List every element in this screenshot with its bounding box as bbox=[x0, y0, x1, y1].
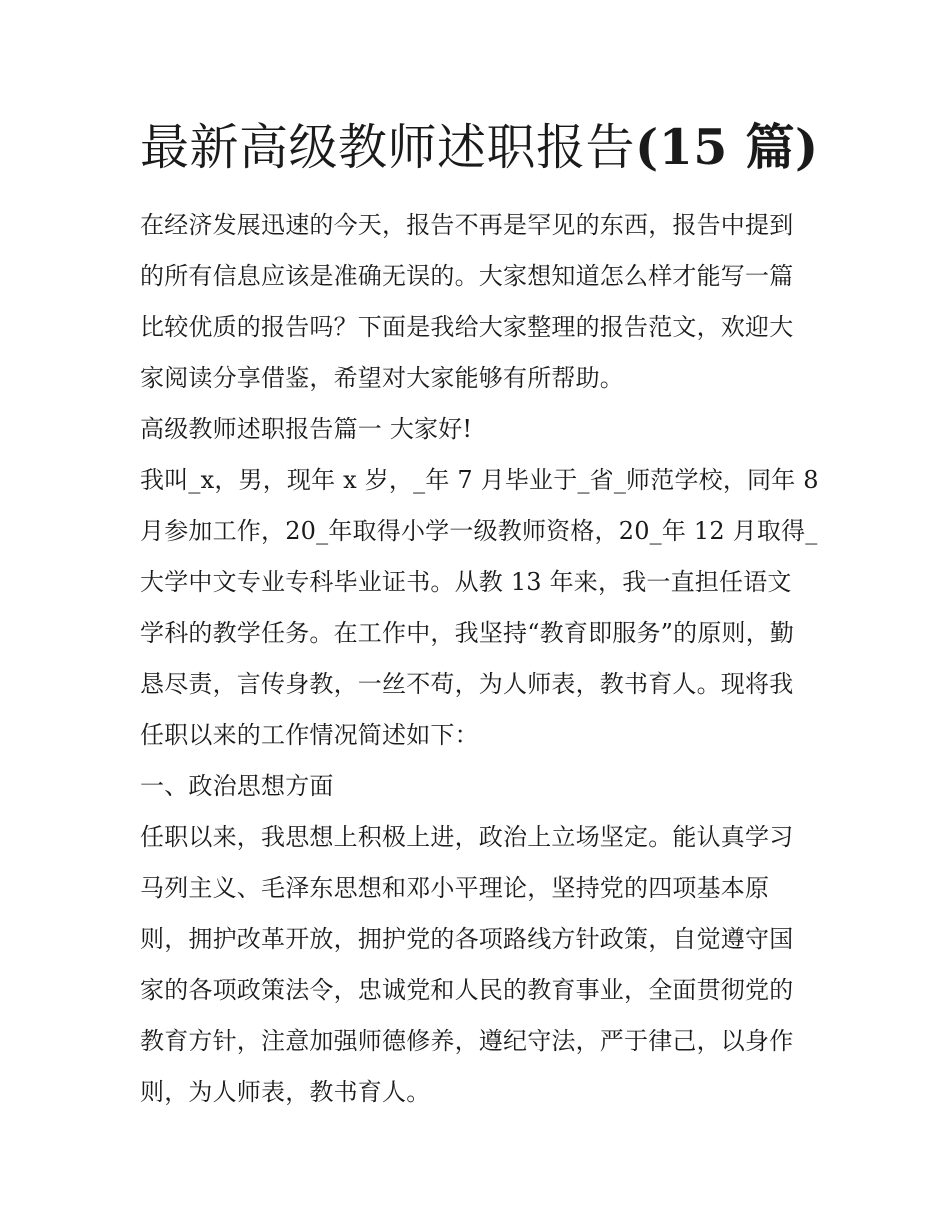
paragraph-line: 则，为人师表，教书育人。 bbox=[140, 1078, 431, 1106]
document-content bbox=[140, 114, 819, 1118]
paragraph-line: 我叫_x，男，现年 x 岁，_年 7 月毕业于_省_师范学校，同年 8 bbox=[140, 466, 819, 494]
paragraph-line: 任职以来，我思想上积极上进，政治上立场坚定。能认真学习 bbox=[140, 823, 794, 851]
paragraph-line: 比较优质的报告吗？下面是我给大家整理的报告范文，欢迎大 bbox=[140, 313, 794, 341]
paragraph-line: 恳尽责，言传身教，一丝不苟，为人师表，教书育人。现将我 bbox=[140, 670, 794, 698]
section-heading: 高级教师述职报告篇一 大家好! bbox=[140, 415, 473, 443]
section-heading: 一、政治思想方面 bbox=[140, 772, 334, 800]
paragraph-line: 学科的教学任务。在工作中，我坚持“教育即服务”的原则，勤 bbox=[140, 619, 795, 647]
paragraph-line: 家的各项政策法令，忠诚党和人民的教育事业，全面贯彻党的 bbox=[140, 976, 794, 1004]
paragraph-line: 月参加工作，20_年取得小学一级教师资格，20_年 12 月取得_ bbox=[140, 517, 818, 545]
paragraph-line: 任职以来的工作情况简述如下： bbox=[140, 721, 479, 749]
paragraph-line: 家阅读分享借鉴，希望对大家能够有所帮助。 bbox=[140, 364, 624, 392]
title-suffix: (15 篇) bbox=[635, 118, 819, 176]
paragraph-line: 在经济发展迅速的今天，报告不再是罕见的东西，报告中提到 bbox=[140, 211, 794, 239]
paragraph-line: 马列主义、毛泽东思想和邓小平理论，坚持党的四项基本原 bbox=[140, 874, 770, 902]
paragraph-line: 则，拥护改革开放，拥护党的各项路线方针政策，自觉遵守国 bbox=[140, 925, 794, 953]
title-main: 最新高级教师述职报告 bbox=[140, 119, 636, 176]
paragraph-line: 大学中文专业专科毕业证书。从教 13 年来，我一直担任语文 bbox=[140, 568, 792, 596]
paragraph-line: 的所有信息应该是准确无误的。大家想知道怎么样才能写一篇 bbox=[140, 262, 794, 290]
document-title bbox=[140, 114, 819, 181]
paragraph-line: 教育方针，注意加强师德修养，遵纪守法，严于律己，以身作 bbox=[140, 1027, 794, 1055]
